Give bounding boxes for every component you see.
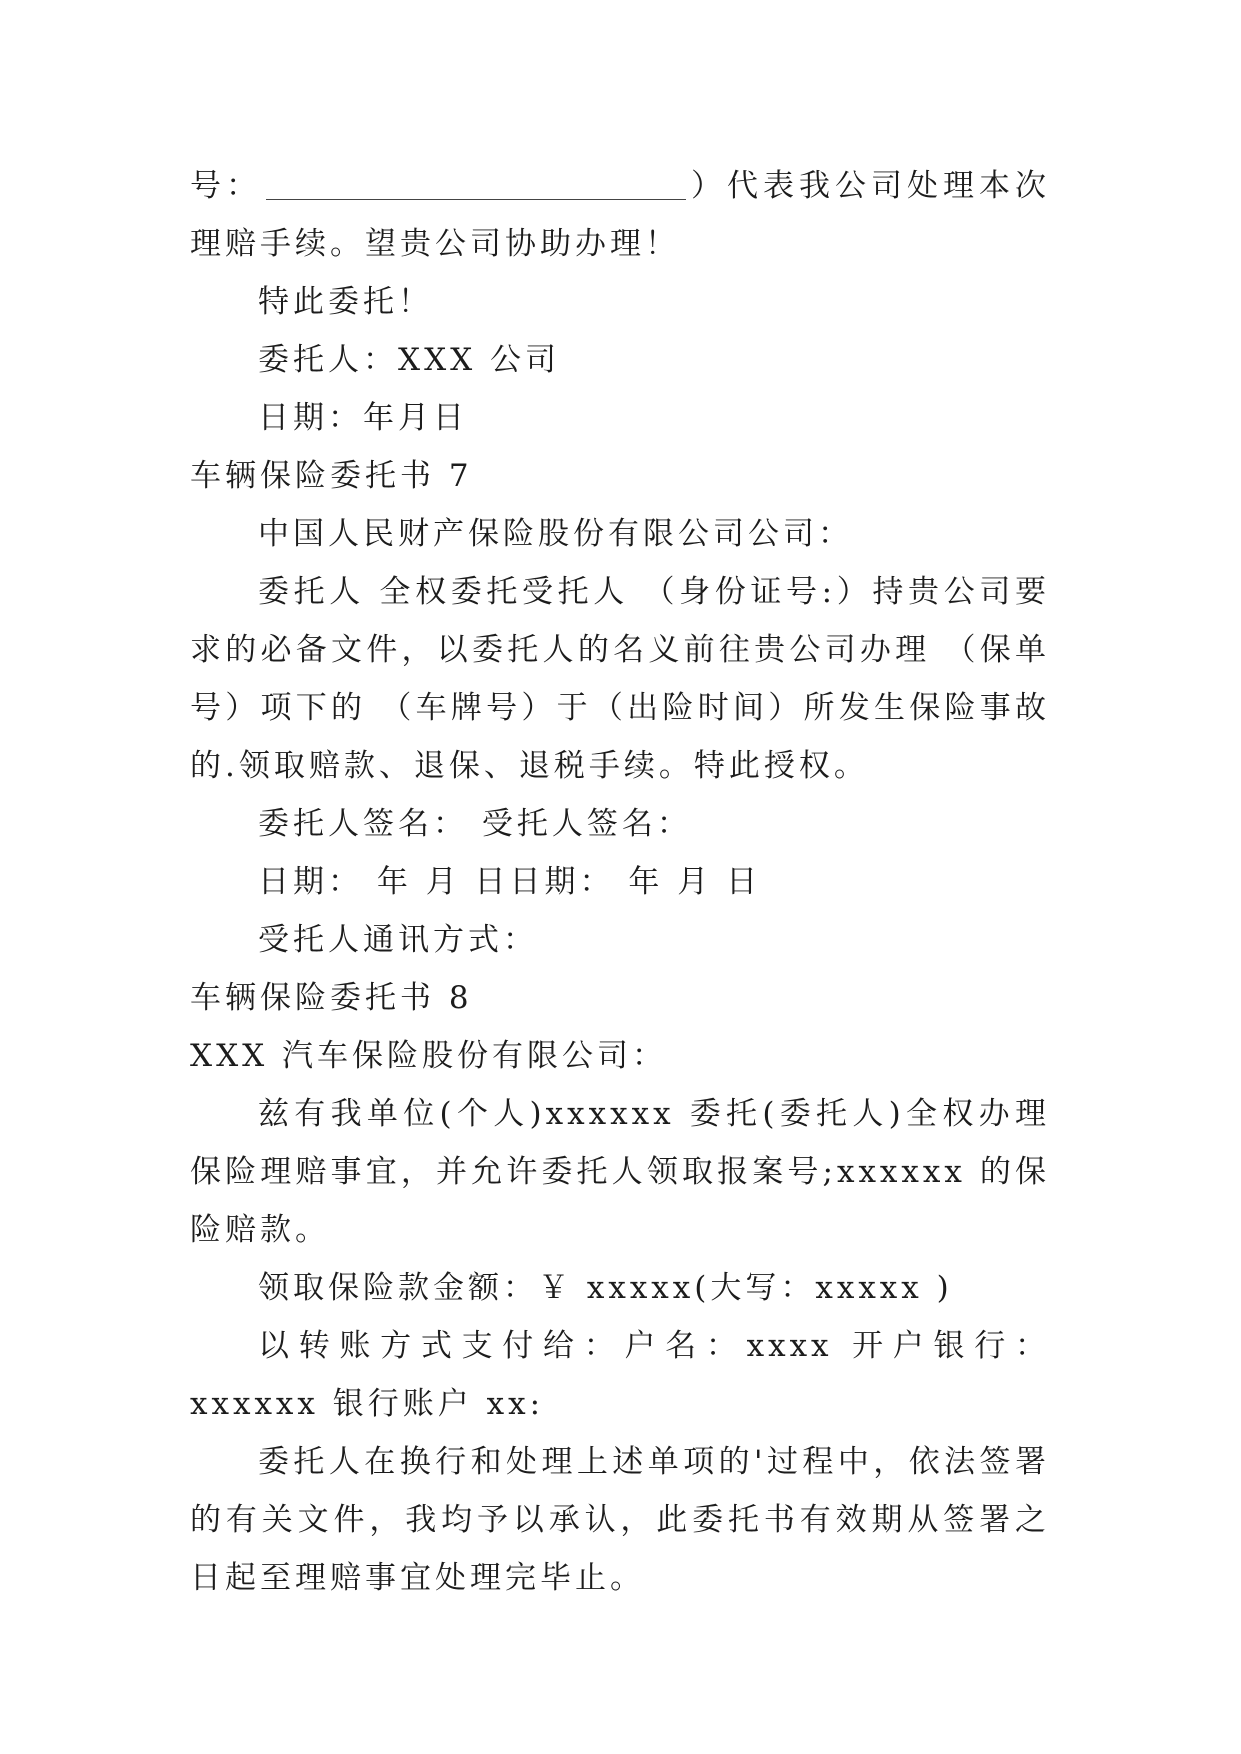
paragraph-addressee-8: XXX 汽车保险股份有限公司： [190,1038,668,1074]
id-line-continuation: ）代表我公司处理本次理赔手续。望贵公司协助办理！ [190,168,1050,262]
paragraph-acknowledgement: 委托人在换行和处理上述单项的'过程中，依法签署的有关文件，我均予以承认，此委托书有效期从签署之日起至理赔事宜处理完毕止。 [190,1444,1050,1596]
paragraph-addressee-7: 中国人民财产保险股份有限公司公司： [258,516,853,552]
section-heading-8: 车辆保险委托书 8 [190,980,473,1016]
paragraph-date: 日期：年月日 [258,400,468,436]
paragraph-payment: 以转账方式支付给：户名：xxxx 开户银行：xxxxxx 银行账户 xx: [190,1328,1050,1422]
blank-underline [266,169,686,200]
document-body [190,157,1050,1607]
paragraph-id-line [190,157,1050,273]
id-label: 号： [190,168,262,204]
paragraph-contact: 受托人通讯方式： [258,922,538,958]
paragraph-authorization-8: 兹有我单位(个人)xxxxxx 委托(委托人)全权办理保险理赔事宜，并允许委托人领取报案号;xxxxxx 的保险赔款。 [190,1096,1050,1248]
paragraph-signature-dates: 日期： 年 月 日日期： 年 月 日 [258,864,762,900]
paragraph-principal: 委托人：XXX 公司 [258,342,561,378]
paragraph-authorization-7: 委托人 全权委托受托人 （身份证号:）持贵公司要求的必备文件，以委托人的名义前往贵公司办理 （保单号）项下的 （车牌号）于（出险时间）所发生保险事故的.领取赔款、退保、退税手续。特此授权。 [190,574,1050,784]
paragraph-signatures: 委托人签名： 受托人签名： [258,806,692,842]
section-heading-7: 车辆保险委托书 7 [190,458,473,494]
paragraph-entrust-closing: 特此委托！ [258,284,433,320]
paragraph-amount: 领取保险款金额：￥ xxxxx(大写：xxxxx ) [258,1270,953,1306]
